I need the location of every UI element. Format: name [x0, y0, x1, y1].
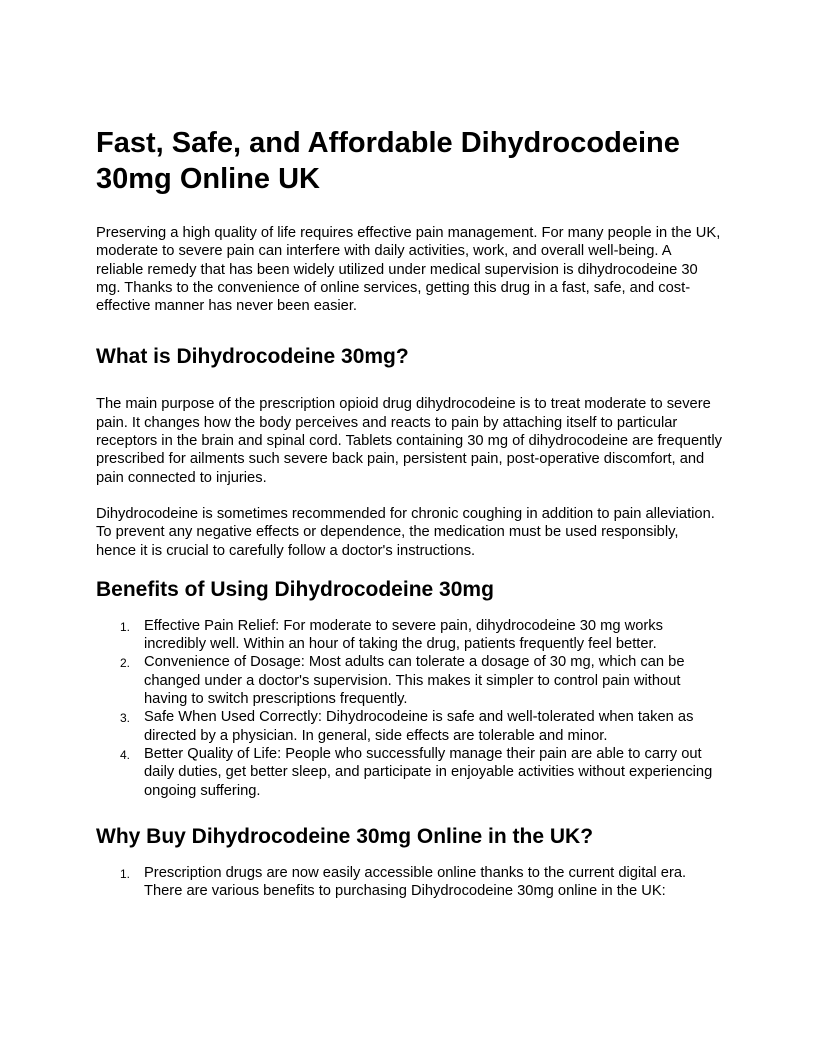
intro-paragraph: Preserving a high quality of life requires effective pain management. For many people in the UK, moderate to severe pain can interfere with daily activities, work, and overall well-being. A reliable remedy that has been widely utilized under medical supervision is dihydrocodeine 30 mg. Thanks to the convenience of online services, getting this drug in a fast, safe, and cost-effective manner has never been easier. [96, 225, 721, 315]
section-heading-why-buy: Why Buy Dihydrocodeine 30mg Online in the UK? [96, 824, 594, 848]
document-page [96, 125, 722, 900]
list-item-text: Better Quality of Life: People who successfully manage their pain are able to carry out daily duties, get better sleep, and participate in enjoyable activities without experiencing ongoing suffering. [144, 745, 713, 799]
benefits-list [96, 617, 722, 800]
list-item-number: 4. [120, 747, 131, 762]
list-item [96, 708, 722, 745]
what-is-paragraph-2: Dihydrocodeine is sometimes recommended for chronic coughing in addition to pain alleviation. To prevent any negative effects or dependence, the medication must be used responsibly, hence it is crucial to carefully follow a doctor's instructions. [96, 505, 715, 559]
list-item [96, 617, 722, 654]
why-buy-list [96, 864, 722, 901]
section-heading-what-is: What is Dihydrocodeine 30mg? [96, 345, 409, 369]
list-item [96, 745, 722, 800]
list-item-text: Prescription drugs are now easily accessible online thanks to the current digital era. There are various benefits to purchasing Dihydrocodeine 30mg online in the UK: [144, 864, 687, 900]
section-heading-benefits: Benefits of Using Dihydrocodeine 30mg [96, 577, 494, 601]
document-title: Fast, Safe, and Affordable Dihydrocodeine 30mg Online UK [96, 127, 680, 195]
list-item-number: 3. [120, 711, 131, 726]
list-item-number: 2. [120, 656, 131, 671]
what-is-paragraph-1: The main purpose of the prescription opioid drug dihydrocodeine is to treat moderate to severe pain. It changes how the body perceives and reacts to pain by attaching itself to particular receptors in the brain and spinal cord. Tablets containing 30 mg of dihydrocodeine are frequently prescribed for ailments such severe back pain, persistent pain, post-operative discomfort, and pain connected to injuries. [96, 396, 722, 486]
list-item-number: 1. [120, 866, 131, 881]
list-item [96, 864, 722, 901]
list-item [96, 653, 722, 708]
list-item-number: 1. [120, 619, 131, 634]
list-item-text: Effective Pain Relief: For moderate to severe pain, dihydrocodeine 30 mg works incredibly well. Within an hour of taking the drug, patients frequently feel better. [144, 617, 663, 653]
list-item-text: Safe When Used Correctly: Dihydrocodeine is safe and well-tolerated when taken as directed by a physician. In general, side effects are tolerable and minor. [144, 709, 694, 744]
list-item-text: Convenience of Dosage: Most adults can tolerate a dosage of 30 mg, which can be changed under a doctor's supervision. This makes it simpler to control pain without having to switch prescriptions frequently. [144, 654, 685, 708]
